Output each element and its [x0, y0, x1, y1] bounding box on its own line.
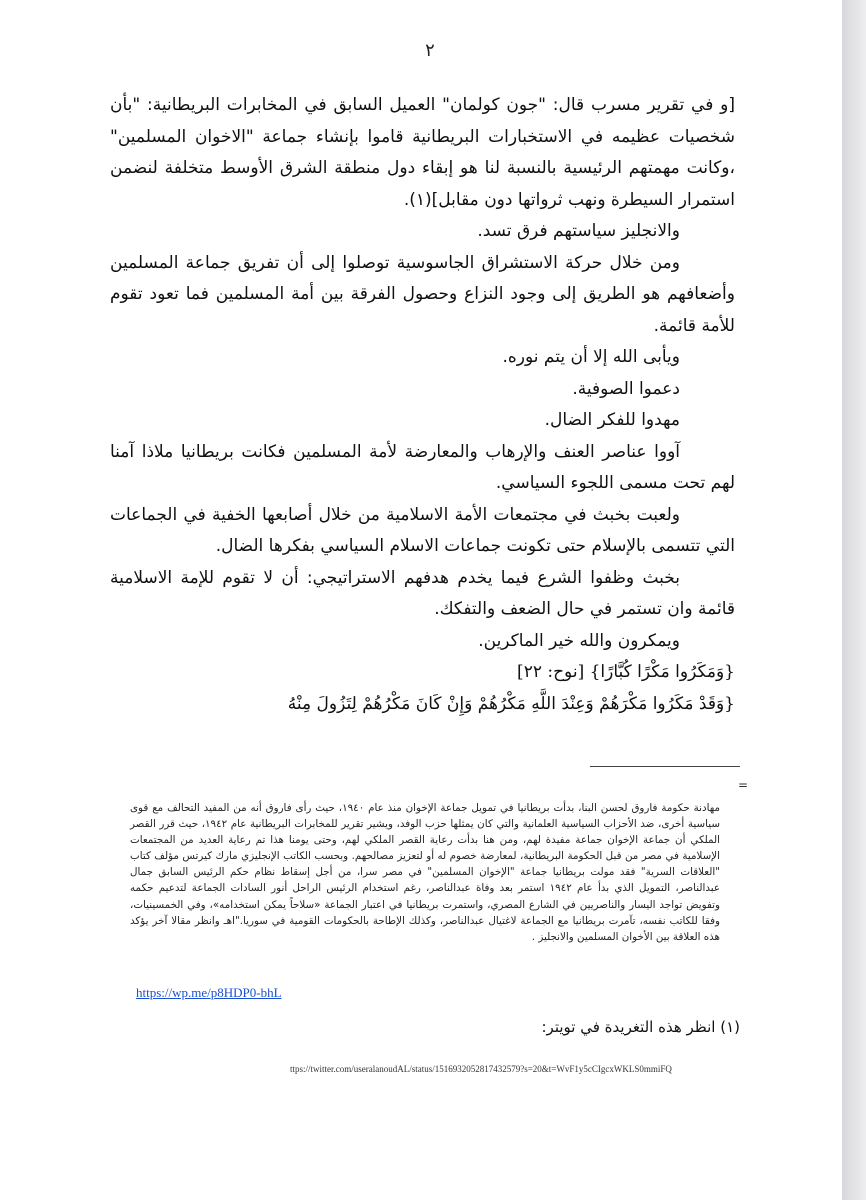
paragraph: بخبث وظفوا الشرع فيما يخدم هدفهم الاستراتيجي: أن لا تقوم للإمة الاسلامية قائمة وان تستمر في حال الضعف والتفكك.: [110, 567, 735, 619]
paragraph: والانجليز سياستهم فرق تسد.: [477, 221, 680, 241]
quran-verse: {وَقَدْ مَكَرُوا مَكْرَهُمْ وَعِنْدَ اللَّهِ مَكْرُهُمْ وَإِنْ كَانَ مَكْرُهُمْ لِتَزُولَ مِنْهُ: [287, 693, 735, 714]
paragraph: ومن خلال حركة الاستشراق الجاسوسية توصلوا إلى أن تفريق جماعة المسلمين وأضعافهم هو الطريق إلى وجود النزاع وحصول الفرقة بين أمة المسلمين فما تعود تقوم للأمة قائمة.: [110, 252, 735, 336]
paragraph: ويأبى الله إلا أن يتم نوره.: [502, 347, 680, 367]
quran-verse: {وَمَكَرُوا مَكْرًا كُبَّارًا} [نوح: ٢٢]: [517, 662, 735, 682]
footnote-continuation-marker: =: [738, 778, 749, 792]
paragraph: دعموا الصوفية.: [572, 378, 680, 399]
paragraph: ويمكرون والله خير الماكرين.: [478, 630, 680, 651]
paragraph: آووا عناصر العنف والإرهاب والمعارضة لأمة المسلمين فكانت بريطانيا ملاذا آمنا لهم تحت مسمى اللجوء السياسي.: [110, 441, 735, 493]
footnote-continuation: مهادنة حكومة فاروق لحسن البنا، بدأت بريطانيا في تمويل جماعة الإخوان منذ عام ١٩٤٠، حيث رأى فاروق أنه من المفيد التحالف مع قوى سياسية أخرى، ضد الأحزاب السياسية العلمانية والتي كان يمثلها حزب الوفد، ويشير تقرير للمخابرات البريطانية عام ١٩٤٢، حيث قرر القصر الملكي أن جماعة الإخوان جماعة مفيدة لهم، ومن هنا بدأت رعاية القصر الملكي لهم، وحتى يومنا هذا تم رعاية العديد من المجتمعات الإسلامية في مصر من قبل الحكومة البريطانية، لمعارضة خصوم له أو لتعزيز مصالحهم. وبحسب الكاتب الإنجليزي مارك كيرتس مؤلف كتاب "العلاقات السرية" فقد مولت بريطانيا جماعة "الإخوان المسلمين" في مصر سرا، من أجل إسقاط نظام حكم الرئيس السابق جمال عبدالناصر، التمويل الذي بدأ عام ١٩٤٢ استمر بعد وفاة عبدالناصر، رغم استخدام الرئيس الراحل أنور السادات الجماعة لتدعيم حكمه وتفويض تواجد اليسار والناصريين في الشارع المصري، واستمرت بريطانيا في اعتبار الجماعة «سلاحاً يمكن استخدامه»، وفي الخمسينيات، وفقا للكاتب نفسه، تآمرت بريطانيا مع الجماعة لاغتيال عبدالناصر، وكذلك الإطاحة بالحكومات القومية في سوريا."اهـ وانظر مقالا آخر يؤكد هذه العلاقة بين الأخوان المسلمين والانجليز .: [130, 802, 720, 943]
paragraph: [و في تقرير مسرب قال: "جون كولمان" العميل السابق في المخابرات البريطانية: "بأن شخصيات عظيمه في الاستخبارات البريطانية قاموا بإنشاء جماعة "الاخوان المسلمين" ،وكانت مهمتهم الرئيسية بالنسبة لنا هو إبقاء دول منطقة الشرق الأوسط متخلفة لنضمن استمرار السيطرة ونهب ثرواتها دون مقابل](١).: [110, 95, 735, 210]
footnote-separator: [590, 766, 740, 767]
paragraph: مهدوا للفكر الضال.: [544, 410, 680, 430]
footnote-1-label: (١) انظر هذه التغريدة في تويتر:: [541, 1018, 740, 1036]
body-text: [110, 90, 735, 720]
article-link[interactable]: https://wp.me/p8HDP0-bhL: [136, 985, 282, 1000]
footnote-1-url: ttps://twitter.com/useralanoudAL/status/1516932052817432579?s=20&t=WvF1y5cCIgcxWKLS0mmiFQ: [290, 1064, 672, 1074]
page-number: ٢: [425, 40, 435, 61]
paragraph: ولعبت بخبث في مجتمعات الأمة الاسلامية من خلال أصابعها الخفية في الجماعات التي تتسمى بالإسلام حتى تكونت جماعات الاسلام السياسي بفكرها الضال.: [110, 504, 735, 556]
page-edge: [842, 0, 866, 1200]
